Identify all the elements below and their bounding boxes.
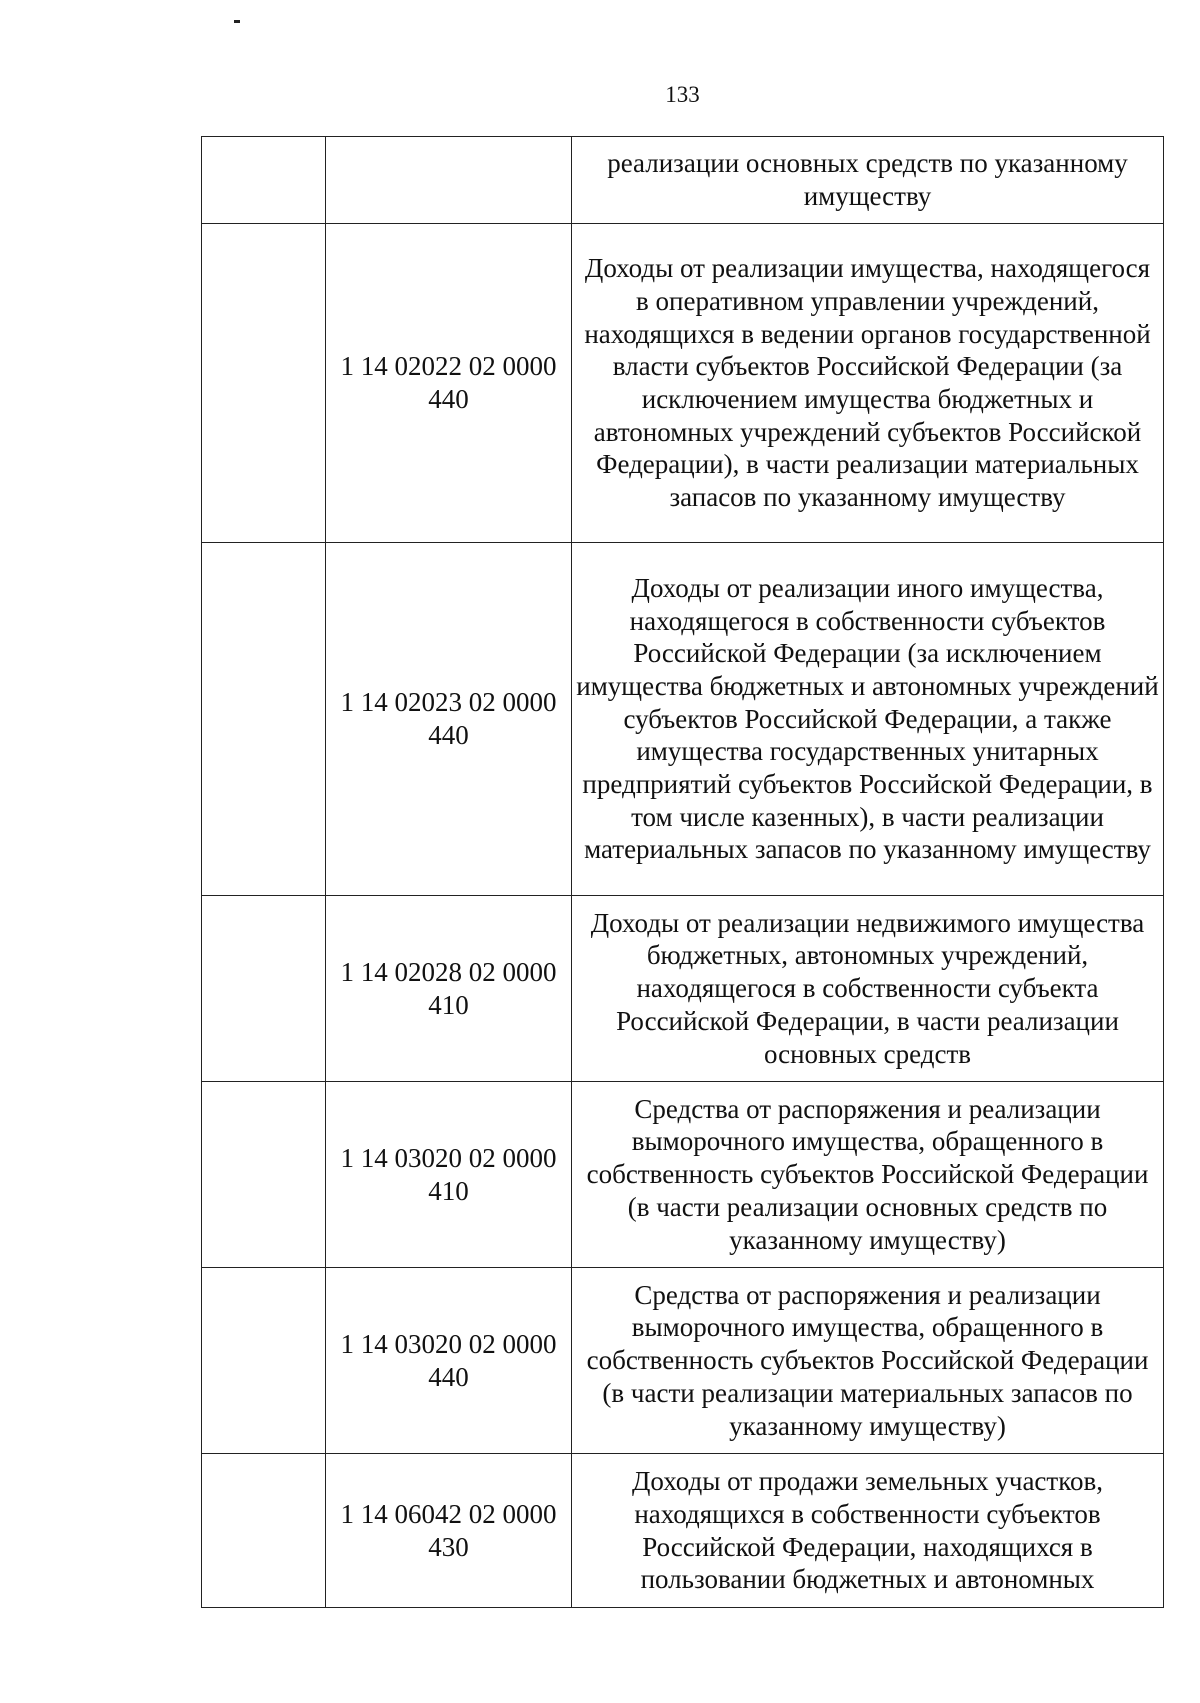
admin-code-cell <box>202 1082 326 1268</box>
description-cell: реализации основных средств по указанному имуществу <box>572 137 1164 224</box>
table-row <box>202 137 1164 224</box>
admin-code-cell <box>202 137 326 224</box>
budget-code-cell: 1 14 03020 02 0000 410 <box>326 1082 572 1268</box>
budget-code-cell: 1 14 02028 02 0000 410 <box>326 896 572 1082</box>
description-cell: Доходы от реализации имущества, находящегося в оперативном управлении учреждений, находящихся в ведении органов государственной власти субъектов Российской Федерации (за исключением имущества бюджетных и автономных учреждений субъектов Российской Федерации), в части реализации материальных запасов по указанному имуществу <box>572 224 1164 543</box>
table-row <box>202 543 1164 896</box>
admin-code-cell <box>202 1268 326 1454</box>
budget-code-cell: 1 14 02022 02 0000 440 <box>326 224 572 543</box>
description-cell: Доходы от реализации иного имущества, находящегося в собственности субъектов Российской Федерации (за исключением имущества бюджетных и автономных учреждений субъектов Российской Федерации, а также имущества государственных унитарных предприятий субъектов Российской Федерации, в том числе казенных), в части реализации материальных запасов по указанному имуществу <box>572 543 1164 896</box>
description-cell: Доходы от продажи земельных участков, находящихся в собственности субъектов Российской Федерации, находящихся в пользовании бюджетных и автономных <box>572 1454 1164 1608</box>
page-number: 133 <box>665 82 700 107</box>
scan-artifact-mark <box>234 20 240 23</box>
admin-code-cell <box>202 1454 326 1608</box>
table-row <box>202 1454 1164 1608</box>
table-row <box>202 224 1164 543</box>
revenue-codes-table <box>201 136 1164 1608</box>
description-cell: Средства от распоряжения и реализации выморочного имущества, обращенного в собственность субъектов Российской Федерации (в части реализации основных средств по указанному имуществу) <box>572 1082 1164 1268</box>
table-row <box>202 1082 1164 1268</box>
table-row <box>202 1268 1164 1454</box>
admin-code-cell <box>202 543 326 896</box>
budget-code-cell: 1 14 03020 02 0000 440 <box>326 1268 572 1454</box>
description-cell: Доходы от реализации недвижимого имущества бюджетных, автономных учреждений, находящегося в собственности субъекта Российской Федерации, в части реализации основных средств <box>572 896 1164 1082</box>
budget-code-cell <box>326 137 572 224</box>
budget-code-cell: 1 14 02023 02 0000 440 <box>326 543 572 896</box>
admin-code-cell <box>202 224 326 543</box>
table-row <box>202 896 1164 1082</box>
description-cell: Средства от распоряжения и реализации выморочного имущества, обращенного в собственность субъектов Российской Федерации (в части реализации материальных запасов по указанному имуществу) <box>572 1268 1164 1454</box>
admin-code-cell <box>202 896 326 1082</box>
budget-code-cell: 1 14 06042 02 0000 430 <box>326 1454 572 1608</box>
